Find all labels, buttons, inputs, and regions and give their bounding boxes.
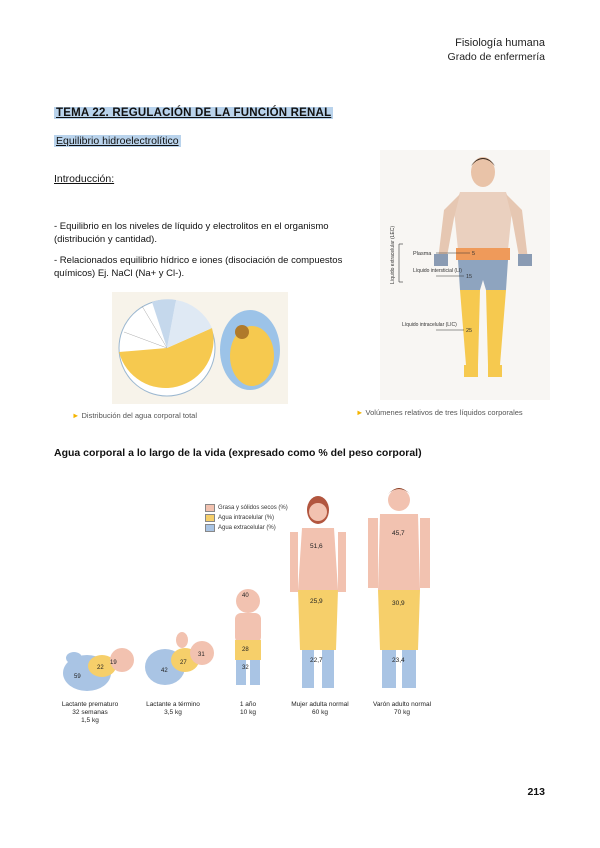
plasma-label: Plasma [413,251,432,257]
label-term-infant [138,701,208,717]
figure-value: 22,7 [310,657,323,664]
intracellular-value: 25 [466,328,473,334]
figure-adult-man [368,488,430,688]
figure-value: 32 [242,665,249,671]
plasma-value: 5 [472,251,476,257]
intracellular-label: Líquido intracelular (LIC) [402,322,457,328]
figure-value: 25,9 [310,598,323,605]
label-adult-man [362,701,442,717]
degree-title: Grado de enfermería [447,51,545,63]
figure-value: 31 [198,652,205,658]
bullet-1: - Equilibrio en los niveles de líquido y electrolitos en el organismo (distribución y cantidad). [54,221,329,245]
figure-value: 59 [74,674,81,680]
interstitial-label: Líquido intersticial (LI) [413,268,462,274]
figure-value: 23,4 [392,657,405,664]
label-one-year [218,701,278,717]
section2-heading: Agua corporal a lo largo de la vida (expresado como % del peso corporal) [54,447,422,459]
topic-title: TEMA 22. REGULACIÓN DE LA FUNCIÓN RENAL [56,107,332,119]
figure-detail: 70 kg [394,709,410,716]
fig1-caption-text: Distribución del agua corporal total [81,411,197,420]
figure-name: 1 año [239,701,257,708]
legend-label: Agua intracelular (%) [218,515,275,521]
legend-label: Grasa y sólidos secos (%) [218,505,288,511]
caption-arrow-icon: ► [356,408,366,417]
figure-name: Lactante a término [146,701,200,708]
document-header [448,36,545,64]
label-premature-infant [55,701,125,725]
figure-value: 30,9 [392,600,405,607]
figure-adult-woman [290,496,346,688]
figure-value: 27 [180,660,187,666]
figure-value: 42 [161,668,168,674]
body-fluid-volumes-figure [380,150,550,400]
figure-value: 45,7 [392,530,405,537]
figure-name: Lactante prematuro [61,701,119,708]
body-water-lifespan-figure [52,480,452,700]
plasma-band [456,248,510,260]
figure-detail: 1,5 kg [81,717,99,724]
page-number: 213 [527,786,545,798]
fig2-caption-text: Volúmenes relativos de tres líquidos corporales [365,408,523,417]
caption-arrow-icon: ► [72,411,82,420]
figure-value: 28 [242,647,249,653]
figure-detail: 10 kg [240,709,256,716]
figure-value: 19 [110,660,117,666]
figure-value: 51,6 [310,543,323,550]
figure-name: Mujer adulta normal [291,701,349,708]
figure-premature-infant [63,648,134,691]
bullet-2: - Relacionados equilibrio hídrico e iones (disociación de compuestos químicos) Ej. NaCl (Na+ y Cl-). [54,255,343,279]
figure-term-infant [145,632,214,685]
legend-label: Agua extracelular (%) [218,525,276,531]
figure-value: 40 [242,593,249,599]
fig1-caption [72,411,197,420]
figure-detail: 3,5 kg [164,709,182,716]
right-hand [518,254,532,266]
label-adult-woman [280,701,360,717]
figure-detail: 32 semanas [72,709,108,716]
interstitial-value: 15 [466,274,473,280]
extracellular-group-label: Líquido extracelular (LEC) [390,225,396,284]
figure-detail: 60 kg [312,709,328,716]
torso [454,192,512,250]
course-title: Fisiología humana [455,37,545,49]
head [471,157,495,187]
figure-one-year [235,589,261,685]
fig2-caption [356,408,523,417]
subtopic-title: Equilibrio hidroelectrolítico [56,135,179,147]
intro-heading: Introducción: [54,173,115,185]
water-distribution-figure [112,292,288,404]
figure-name: Varón adulto normal [372,701,432,708]
left-hand [434,254,448,266]
figure-value: 22 [97,665,104,671]
